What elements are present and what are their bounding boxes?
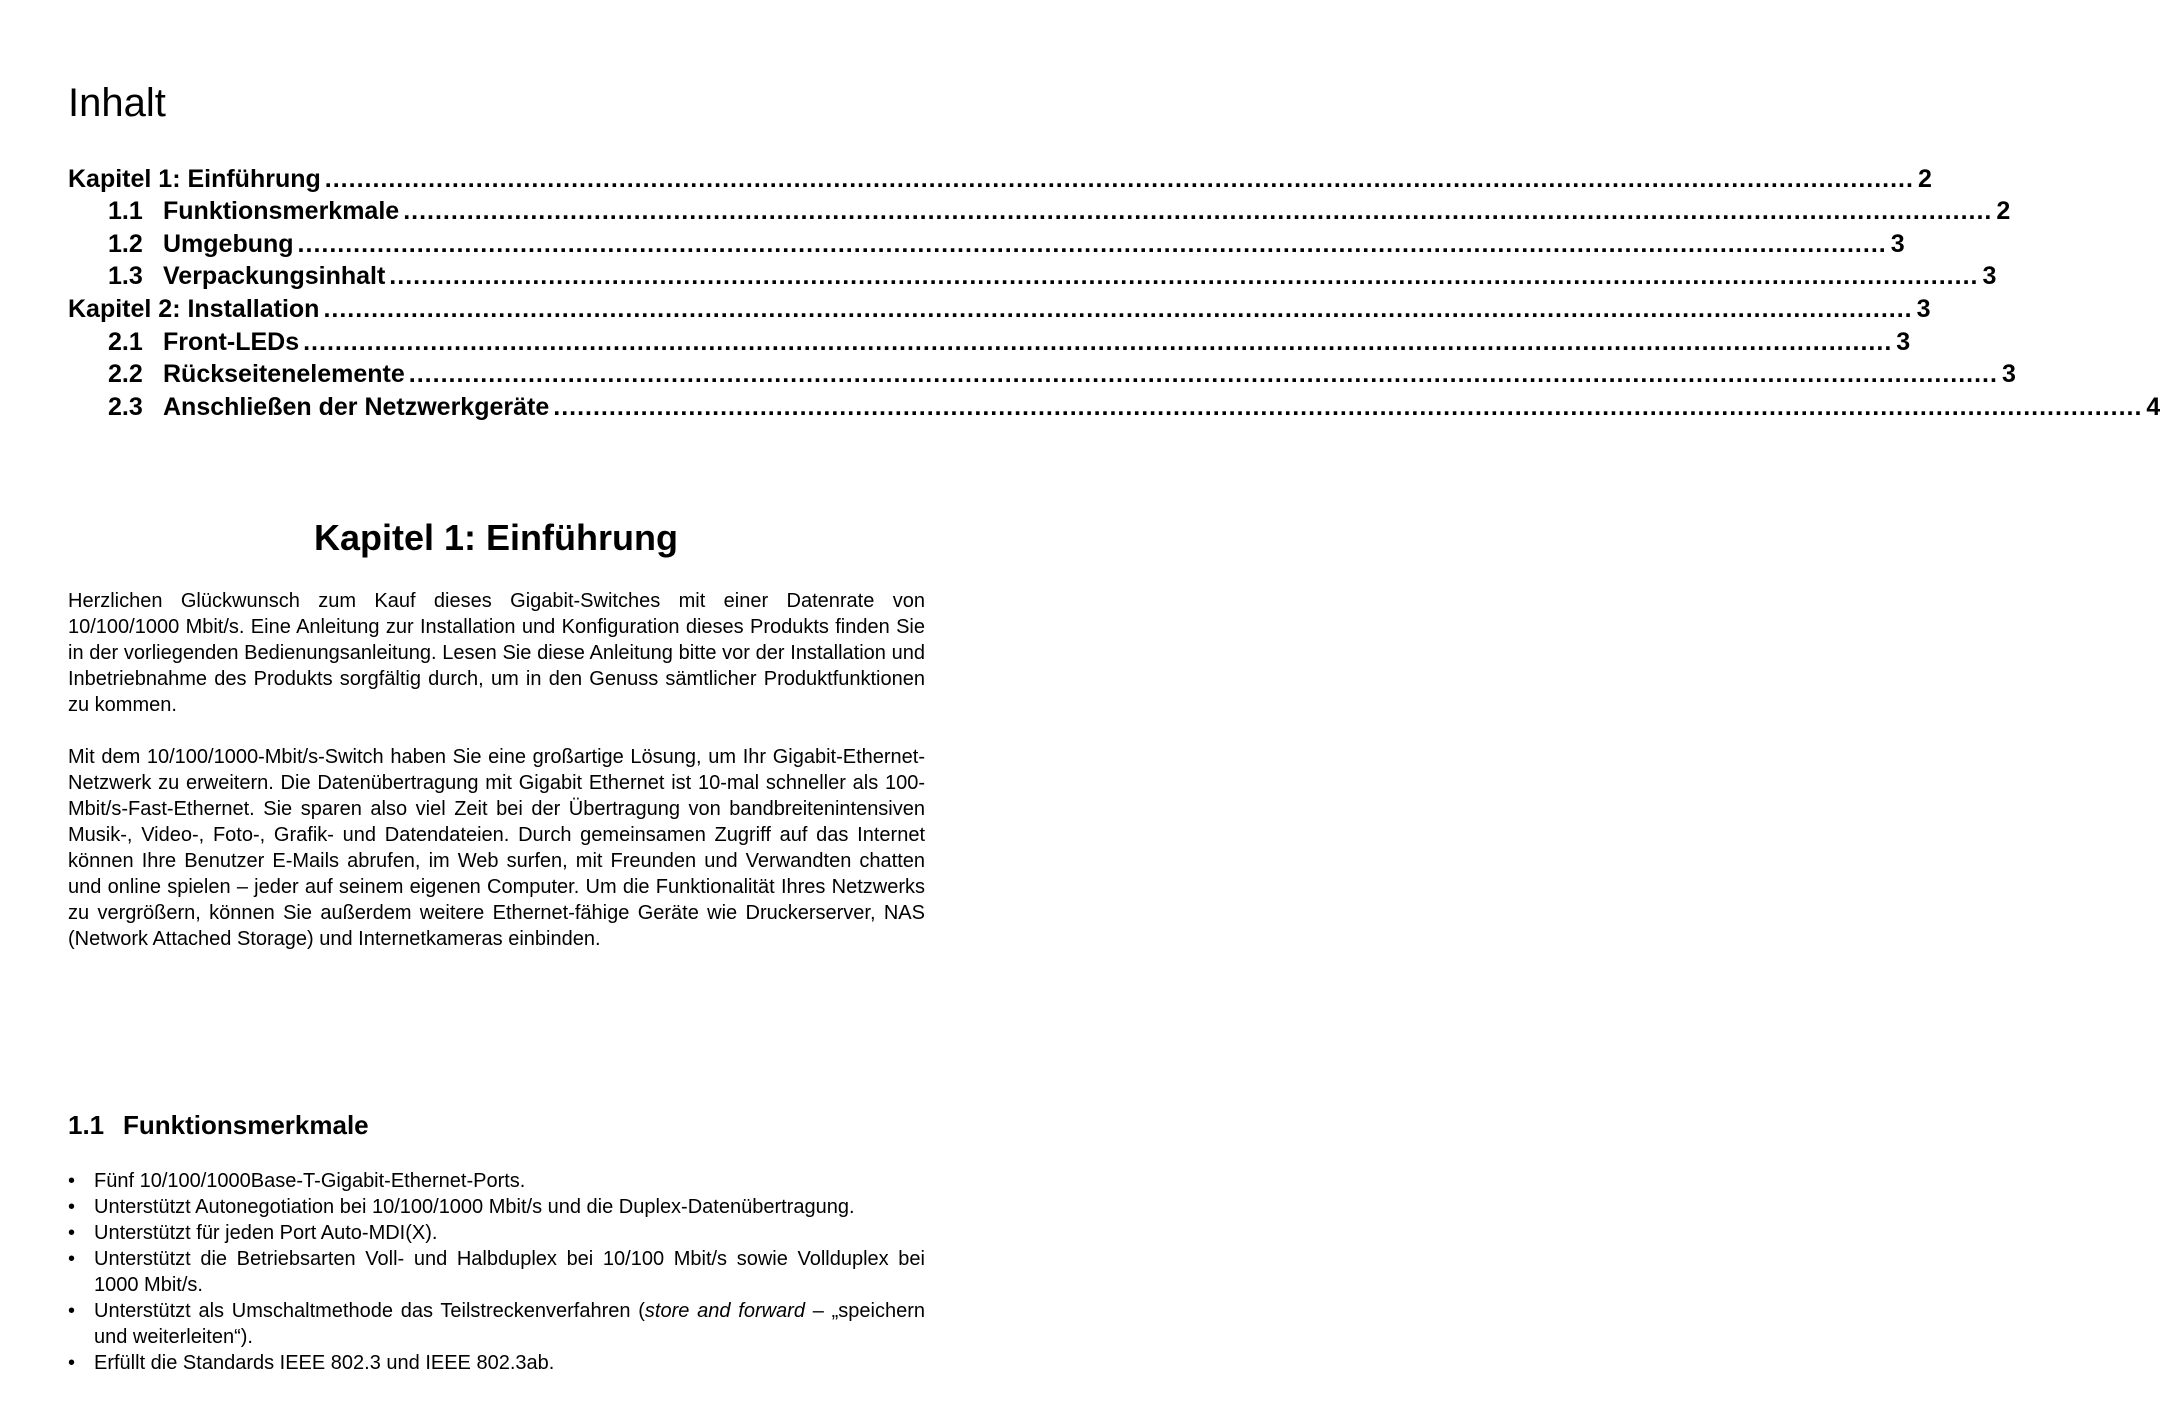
toc-leader-dots: ........................................................................................................................................................................................................ [323, 294, 1913, 323]
list-item [68, 1246, 925, 1298]
toc-entry-number: 2.2 [108, 360, 143, 389]
list-item [68, 1194, 925, 1220]
toc-entry-page: 3 [1896, 327, 1911, 356]
list-item-text: Unterstützt Autonegotiation bei 10/100/1000 Mbit/s und die Duplex-Datenübertragung. [94, 1196, 855, 1218]
toc-entry-page: 3 [1982, 262, 1997, 291]
bullet-icon: • [68, 1300, 76, 1322]
toc-leader-dots: ........................................................................................................................................................................................................ [553, 392, 2143, 421]
toc-entry-text: Front-LEDs [163, 327, 300, 356]
bullet-icon: • [68, 1196, 76, 1218]
list-item-text: Fünf 10/100/1000Base-T-Gigabit-Ethernet-Ports. [94, 1170, 526, 1192]
toc-entry-page: 3 [2001, 360, 2016, 389]
bullet-icon: • [68, 1248, 76, 1270]
bullet-icon: • [68, 1170, 76, 1192]
toc-leader-dots: ........................................................................................................................................................................................................ [303, 327, 1893, 356]
toc-entry-page: 4 [2146, 392, 2160, 421]
toc-leader-dots: ........................................................................................................................................................................................................ [408, 360, 1998, 389]
toc-entry-text: Umgebung [163, 229, 294, 258]
list-item-text: Unterstützt für jeden Port Auto-MDI(X). [94, 1222, 438, 1244]
intro-paragraph: Herzlichen Glückwunsch zum Kauf dieses Gigabit-Switches mit einer Datenrate von 10/100/1000 Mbit/s. Eine Anleitung zur Installation und Konfiguration dieses Produkts finden Sie in der vorliegenden Bedienungsanleitung. Lesen Sie diese Anleitung bitte vor der Installation und Inbetriebnahme des Produkts sorgfältig durch, um in den Genuss sämtlicher Produktfunktionen zu kommen. [68, 590, 925, 716]
toc-entry[interactable] [68, 227, 1905, 260]
bullet-icon: • [68, 1352, 76, 1374]
toc-entry-number: 1.1 [108, 197, 143, 226]
toc-entry-number: 2.3 [108, 392, 143, 421]
section-title-text: Funktionsmerkmale [123, 1110, 369, 1140]
toc-entry-text: Funktionsmerkmale [163, 197, 400, 226]
toc-entry-page: 2 [1917, 164, 1932, 193]
toc-leader-dots: ........................................................................................................................................................................................................ [324, 164, 1914, 193]
toc-entry[interactable] [68, 195, 2011, 228]
list-item [68, 1220, 925, 1246]
body-paragraph: Mit dem 10/100/1000-Mbit/s-Switch haben Sie eine großartige Lösung, um Ihr Gigabit-Ethernet-Netzwerk zu erweitern. Die Datenübertragung mit Gigabit Ethernet ist 10-mal schneller als 100-Mbit/s-Fast-Ethernet. Sie sparen also viel Zeit bei der Übertragung von bandbreitenintensiven Musik-, Video-, Foto-, Grafik- und Datendateien. Durch gemeinsamen Zugriff auf das Internet können Ihre Benutzer E-Mails abrufen, im Web surfen, mit Freunden und Verwandten chatten und online spielen – jeder auf seinem eigenen Computer. Um die Funktionalität Ihres Netzwerks zu vergrößern, können Sie außerdem weitere Ethernet-fähige Geräte wie Druckerserver, NAS (Network Attached Storage) und Internetkameras einbinden. [68, 746, 925, 950]
toc-title: Inhalt [68, 81, 166, 125]
toc-entry[interactable] [68, 325, 1911, 358]
toc-entry[interactable] [68, 292, 1931, 325]
toc-entry-text: Verpackungsinhalt [163, 262, 386, 291]
toc-leader-dots: ........................................................................................................................................................................................................ [297, 229, 1887, 258]
list-item-emphasis: store and forward [644, 1300, 805, 1322]
section-heading [68, 1108, 369, 1142]
toc-entry-text: Anschließen der Netzwerkgeräte [163, 392, 550, 421]
toc-leader-dots: ........................................................................................................................................................................................................ [403, 197, 1993, 226]
list-item [68, 1168, 925, 1194]
list-item [68, 1298, 925, 1350]
toc-entry-number: 1.2 [108, 229, 143, 258]
toc-entry-text: Rückseitenelemente [163, 360, 405, 389]
toc-entry-text: Kapitel 2: Installation [68, 294, 320, 323]
toc-entry[interactable] [68, 260, 1997, 293]
toc-entry-number: 2.1 [108, 327, 143, 356]
toc-entry[interactable] [68, 358, 2016, 391]
toc-entry-page: 3 [1916, 294, 1931, 323]
bullet-icon: • [68, 1222, 76, 1244]
list-item-text: Erfüllt die Standards IEEE 802.3 und IEEE 802.3ab. [94, 1352, 555, 1374]
list-item-text: Unterstützt die Betriebsarten Voll- und Halbduplex bei 10/100 Mbit/s sowie Vollduplex bei 1000 Mbit/s. [94, 1248, 925, 1296]
chapter-title: Kapitel 1: Einführung [314, 517, 678, 558]
toc-entry[interactable] [68, 390, 2160, 423]
table-of-contents [68, 162, 2160, 423]
toc-leader-dots: ........................................................................................................................................................................................................ [389, 262, 1979, 291]
list-item [68, 1350, 925, 1376]
toc-entry-text: Kapitel 1: Einführung [68, 164, 321, 193]
list-item-text-tail: – „speichern und weiterleiten“). [94, 1300, 925, 1348]
list-item-text: Unterstützt als Umschaltmethode das Teilstreckenverfahren ( [94, 1300, 645, 1322]
toc-entry-page: 3 [1890, 229, 1905, 258]
feature-list [68, 1168, 925, 1376]
toc-entry-page: 2 [1996, 197, 2011, 226]
toc-entry[interactable] [68, 162, 1932, 195]
toc-entry-number: 1.3 [108, 262, 143, 291]
section-number: 1.1 [68, 1110, 105, 1140]
